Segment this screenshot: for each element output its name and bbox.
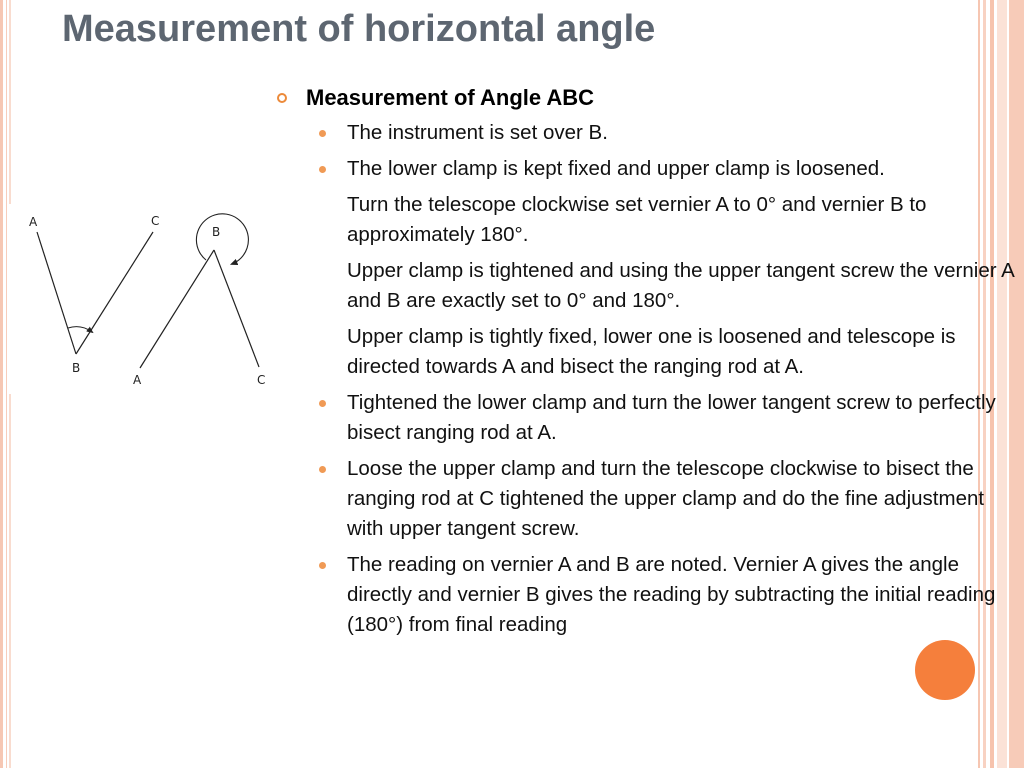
list-item — [276, 454, 1016, 544]
slide-title: Measurement of horizontal angle — [62, 8, 656, 50]
list-item-text: Upper clamp is tightened and using the upper tangent screw the vernier A and B are exactly set to 0° and 180°. — [347, 259, 1014, 312]
left-decor-stripe — [0, 0, 3, 768]
ring-bullet-icon — [277, 93, 287, 103]
line-bc — [76, 232, 153, 354]
line-ba — [37, 232, 76, 354]
clockwise-arrow-icon — [196, 214, 248, 264]
list-item — [276, 118, 1016, 148]
list-item-text: Loose the upper clamp and turn the telescope clockwise to bisect the ranging rod at C tightened the upper clamp and do the fine adjustment with upper tangent screw. — [347, 457, 985, 540]
list-item-text: Upper clamp is tightly fixed, lower one is loosened and telescope is directed towards A and bisect the ranging rod at A. — [347, 325, 956, 378]
bullet-list — [276, 118, 1016, 640]
list-item-text: Turn the telescope clockwise set vernier A to 0° and vernier B to approximately 180°. — [347, 193, 927, 246]
angle-diagram — [9, 204, 279, 394]
bullet-dot-icon — [319, 166, 326, 173]
point-c-label: C — [257, 373, 266, 387]
angle-arc — [68, 327, 92, 332]
slide-body — [276, 82, 1016, 646]
instrument-setup-diagram — [133, 214, 265, 387]
section-heading — [276, 82, 1016, 114]
bullet-dot-icon — [319, 562, 326, 569]
point-b-label: B — [72, 361, 81, 375]
point-a-label: A — [133, 373, 142, 387]
list-item-text: The instrument is set over B. — [347, 121, 608, 144]
list-item — [276, 154, 1016, 184]
point-c-label: C — [151, 214, 160, 228]
list-item — [276, 190, 1016, 250]
list-item-text: Tightened the lower clamp and turn the lower tangent screw to perfectly bisect ranging rod at A. — [347, 391, 996, 444]
angle-abc-diagram — [29, 214, 159, 375]
point-b-label: B — [212, 225, 221, 239]
bullet-dot-icon — [319, 400, 326, 407]
list-item — [276, 550, 1016, 640]
list-item-text: The lower clamp is kept fixed and upper clamp is loosened. — [347, 157, 885, 180]
line-ba — [140, 250, 214, 368]
orange-circle-decoration — [915, 640, 975, 700]
bullet-dot-icon — [319, 466, 326, 473]
list-item-text: The reading on vernier A and B are noted. Vernier A gives the angle directly and vernier B gives the reading by subtracting the initial reading (180°) from final reading — [347, 553, 996, 636]
section-heading-text: Measurement of Angle ABC — [306, 85, 595, 110]
point-a-label: A — [29, 215, 38, 229]
list-item — [276, 322, 1016, 382]
left-decor-stripe — [6, 0, 7, 768]
list-item — [276, 388, 1016, 448]
list-item — [276, 256, 1016, 316]
bullet-dot-icon — [319, 130, 326, 137]
line-bc — [214, 250, 259, 367]
